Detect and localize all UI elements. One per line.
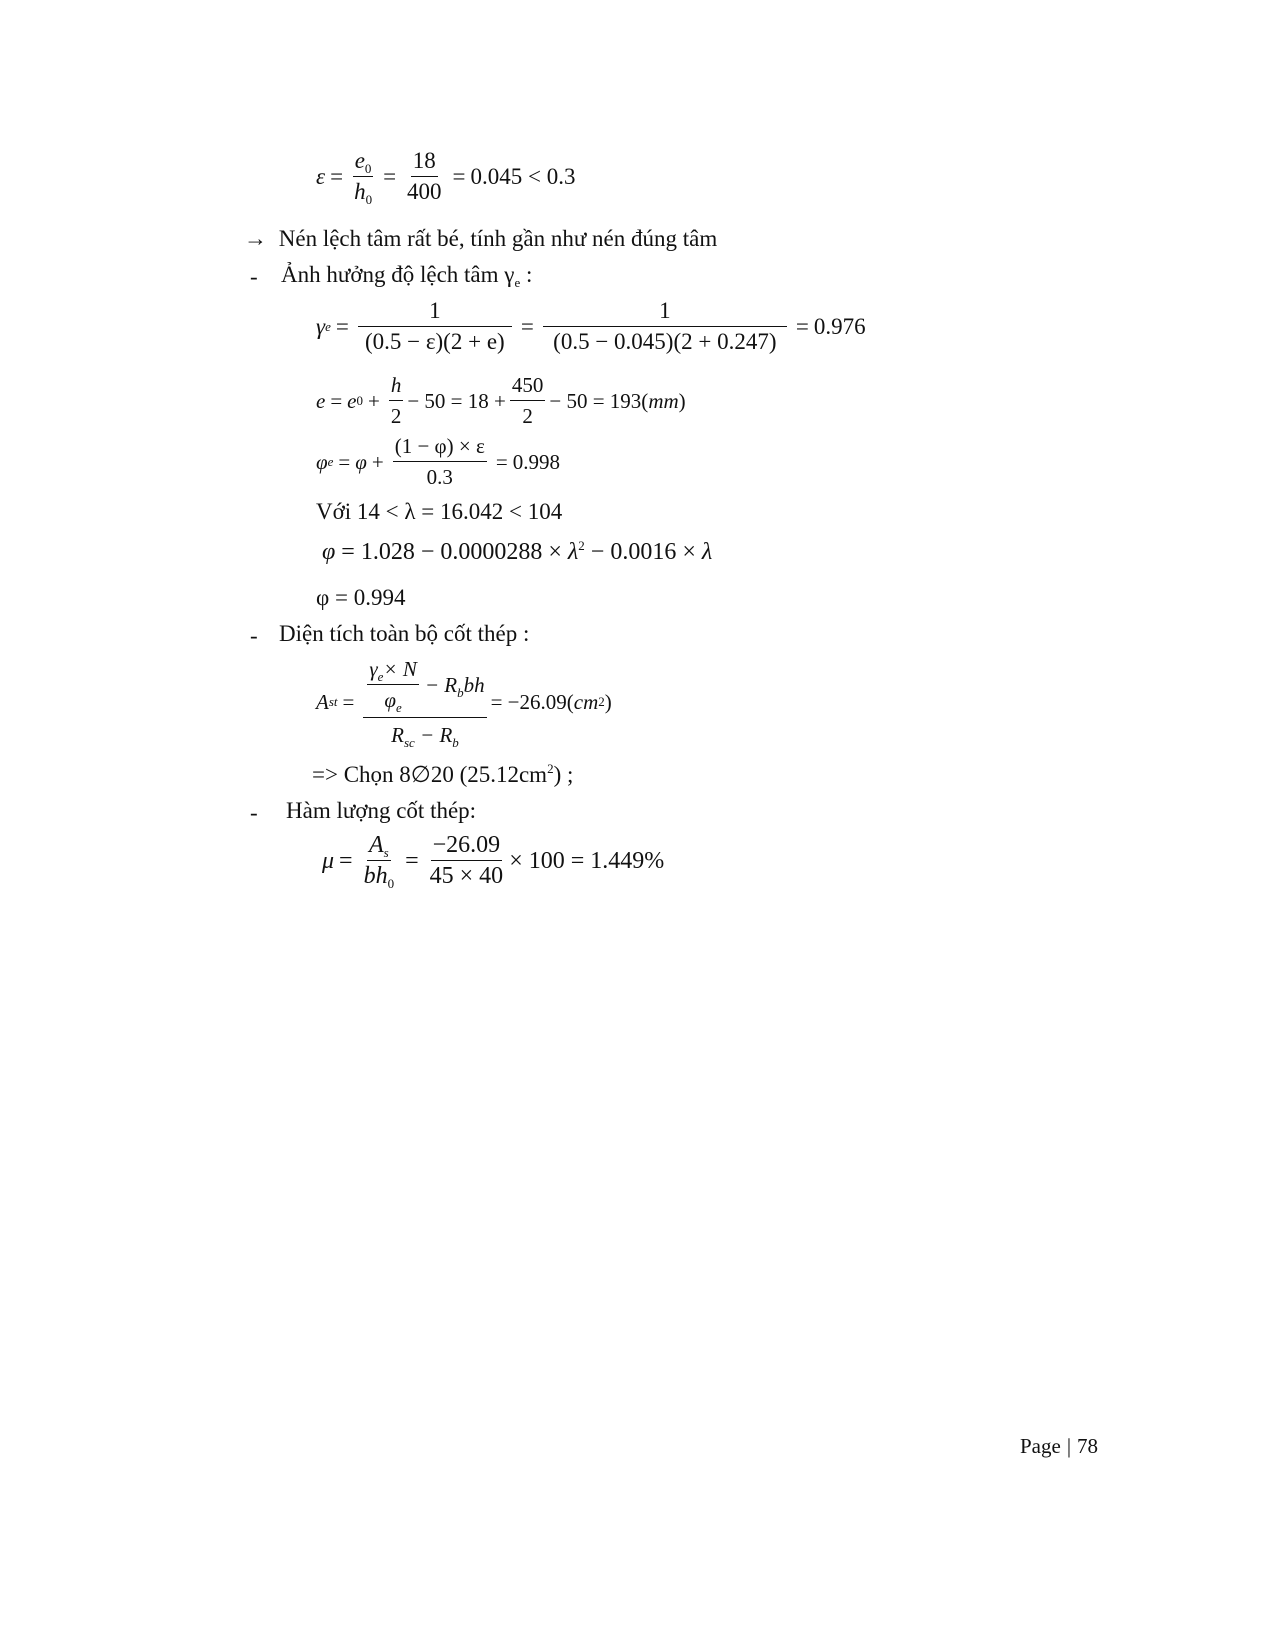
- note-line: [244, 226, 717, 252]
- phi-e-result: 0.998: [512, 449, 560, 474]
- equation-ast: A st = $\frac{\gamma_e\times N}{\varphi_e}$ − $R_bbh$ $R_{sc} - R_b$ = −26.09( cm 2 ): [316, 657, 612, 750]
- page-number: 78: [1077, 1434, 1099, 1458]
- fraction-phi-e: $\frac{(1 - \varphi) \times \varepsilon}{0.3}$: [394, 434, 485, 489]
- fraction-450-2: $\frac{450}{2}$: [511, 373, 544, 428]
- choose-rebar-line: => Chọn 8∅20 $(25.12cm^2)$ ;: [312, 761, 574, 787]
- page-footer: Page | 78: [1020, 1434, 1099, 1458]
- symbol-epsilon: ε: [316, 163, 326, 189]
- equation-e: e = e 0 + $\frac{h}{2}$ − 50 = 18 + $\frac{450}{2}$ − 50 = 193( mm ): [316, 373, 686, 428]
- equation-epsilon: ε = $\frac{e_0}{h_0}$ = $\frac{18}{400}$ = 0.045 < 0.3: [316, 148, 576, 207]
- note-text: Nén lệch tâm rất bé, tính gần như nén đúng tâm: [278, 226, 718, 251]
- equation-phi-e: φ e = φ + $\frac{(1 - \varphi) \times \varepsilon}{0.3}$ = 0.998: [316, 434, 560, 489]
- item-mu-heading: Hàm lượng cốt thép:: [286, 798, 477, 823]
- item-gamma-heading: Ảnh hưởng độ lệch tâm $\gamma_e$ :: [281, 262, 533, 290]
- fraction-mu-numeric: $\frac{-26.09}{45 \times 40}$: [429, 832, 504, 889]
- gamma-result: 0.976: [813, 313, 866, 339]
- phi-value: φ = 0.994: [316, 585, 406, 610]
- fraction-h-2: $\frac{h}{2}$: [390, 373, 402, 428]
- fraction-as-bh0: $\frac{A_s}{bh_0}$: [363, 832, 395, 891]
- item-area-heading: Diện tích toàn bộ cốt thép :: [279, 621, 530, 646]
- bullet-dash: -: [250, 800, 258, 825]
- lambda-range: Với 14 < λ = 16.042 < 104: [316, 499, 563, 524]
- fraction-18-400: $\frac{18}{400}$: [407, 148, 442, 204]
- arrow-right-icon: →: [244, 226, 267, 251]
- fraction-ast: $\frac{\gamma_e\times N}{\varphi_e}$ − $R_bbh$ $R_{sc} - R_b$: [363, 656, 486, 748]
- fraction-e0-h0: $\frac{e_0}{h_0}$: [354, 148, 373, 207]
- equation-mu: μ = $\frac{A_s}{bh_0}$ = $\frac{-26.09}{45 \times 40}$ × 100 = 1.449%: [322, 832, 665, 891]
- epsilon-result: 0.045 < 0.3: [470, 163, 576, 189]
- fraction-gamma-symbolic: $\frac{1}{(0.5 - \varepsilon)(2 + e)}$: [358, 298, 512, 355]
- equation-phi: $\varphi = 1.028 - 0.0000288 \times \lambda^2 - 0.0016 \times \lambda$: [322, 538, 713, 565]
- page-label: Page: [1020, 1434, 1061, 1458]
- bullet-dash: -: [250, 264, 258, 289]
- equation-gamma-e: γ e = $\frac{1}{(0.5 - \varepsilon)(2 + e)}$ = $\frac{1}{(0.5 - 0.045)(2 + 0.247)}$ = 0.976: [316, 298, 866, 354]
- bullet-dash: -: [250, 623, 258, 648]
- fraction-gamma-numeric: $\frac{1}{(0.5 - 0.045)(2 + 0.247)}$: [543, 298, 787, 355]
- mu-result: × 100 = 1.449%: [509, 847, 665, 874]
